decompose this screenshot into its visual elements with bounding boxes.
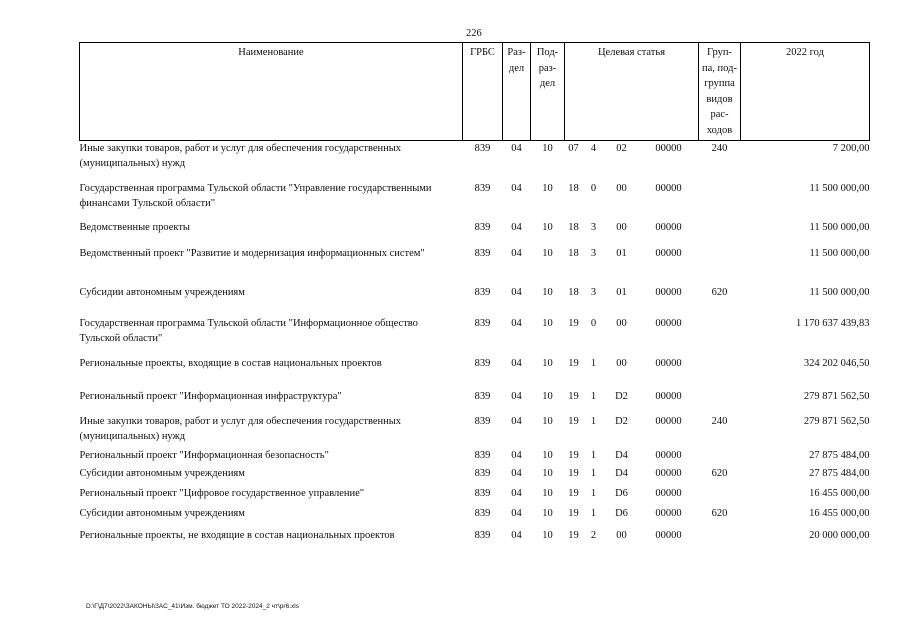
row-target-event: D4 — [615, 467, 628, 479]
row-expense-group: 240 — [711, 415, 728, 427]
row-target-direction: 00000 — [655, 357, 682, 369]
row-target-program: 18 — [568, 247, 579, 259]
row-amount: 7 200,00 — [832, 143, 870, 154]
row-target-direction: 00000 — [655, 286, 682, 298]
row-amount: 16 455 000,00 — [809, 507, 870, 519]
row-target-subprogram: 1 — [590, 487, 597, 499]
row-target-direction: 00000 — [655, 317, 682, 329]
row-amount: 16 455 000,00 — [809, 487, 870, 499]
row-target-event: D6 — [615, 507, 628, 519]
row-target-subprogram: 1 — [590, 507, 597, 519]
row-target-direction: 00000 — [655, 247, 682, 259]
row-target-subprogram: 0 — [590, 182, 597, 194]
column-header-name: Наименование — [80, 43, 463, 141]
row-expense-group: 620 — [711, 507, 728, 519]
row-target-event: 00 — [616, 317, 627, 329]
row-podrazdel: 10 — [542, 415, 553, 427]
row-name: Государственная программа Тульской области "Управление государственными финансами Тульской области" — [79, 182, 432, 209]
table-header-row — [80, 43, 870, 141]
row-name: Региональные проекты, не входящие в состав национальных проектов — [79, 529, 395, 541]
row-target-event: D2 — [615, 390, 628, 402]
row-name: Иные закупки товаров, работ и услуг для обеспечения государственных (муниципальных) нужд — [79, 143, 402, 169]
row-name: Субсидии автономным учреждениям — [79, 467, 245, 479]
row-podrazdel: 10 — [542, 247, 553, 259]
row-target-subprogram: 3 — [590, 286, 597, 298]
row-podrazdel: 10 — [542, 507, 553, 519]
row-podrazdel: 10 — [542, 390, 553, 402]
row-name: Региональные проекты, входящие в состав национальных проектов — [79, 357, 382, 369]
row-name: Региональный проект "Информационная инфраструктура" — [79, 390, 342, 402]
table-row — [80, 466, 870, 486]
column-header-razdel: Раз- дел — [503, 43, 531, 141]
row-target-event: 00 — [616, 221, 627, 233]
row-podrazdel: 10 — [542, 357, 553, 369]
row-grbs: 839 — [474, 487, 491, 499]
row-expense-group — [699, 528, 741, 552]
row-target-direction: 00000 — [655, 390, 682, 402]
row-razdel: 04 — [511, 357, 522, 369]
row-grbs: 839 — [474, 449, 491, 461]
row-target-program: 19 — [568, 467, 579, 479]
row-name: Ведомственный проект "Развитие и модернизация информационных систем" — [79, 247, 425, 259]
row-expense-group — [699, 356, 741, 389]
row-amount: 11 500 000,00 — [809, 286, 870, 298]
row-name: Субсидии автономным учреждениям — [79, 286, 245, 298]
row-name: Иные закупки товаров, работ и услуг для обеспечения государственных (муниципальных) нужд — [79, 415, 402, 442]
row-amount: 324 202 046,50 — [803, 357, 870, 369]
table-row — [80, 285, 870, 316]
table-row — [80, 506, 870, 528]
row-razdel: 04 — [511, 286, 522, 298]
row-target-direction: 00000 — [655, 182, 682, 194]
row-amount: 11 500 000,00 — [809, 221, 870, 233]
row-razdel: 04 — [511, 182, 522, 194]
row-podrazdel: 10 — [542, 467, 553, 479]
row-target-direction: 00000 — [655, 507, 682, 519]
row-amount: 279 871 562,50 — [803, 415, 870, 427]
row-amount: 11 500 000,00 — [809, 247, 870, 259]
row-grbs: 839 — [474, 390, 491, 402]
row-expense-group — [699, 220, 741, 246]
row-amount: 11 500 000,00 — [809, 182, 870, 194]
row-podrazdel: 10 — [542, 286, 553, 298]
row-amount: 20 000 000,00 — [809, 529, 870, 541]
row-grbs: 839 — [474, 143, 491, 154]
row-target-subprogram: 2 — [590, 529, 597, 541]
row-grbs: 839 — [474, 415, 491, 427]
row-target-direction: 00000 — [655, 487, 682, 499]
row-target-direction: 00000 — [655, 143, 682, 154]
table-row — [80, 356, 870, 389]
row-name: Региональный проект "Информационная безопасность" — [79, 449, 329, 461]
row-amount: 27 875 484,00 — [809, 449, 870, 461]
row-grbs: 839 — [474, 182, 491, 194]
table-row — [80, 220, 870, 246]
row-target-direction: 00000 — [655, 529, 682, 541]
row-razdel: 04 — [511, 143, 522, 154]
row-expense-group — [699, 181, 741, 220]
row-target-program: 19 — [568, 449, 579, 461]
row-target-program: 19 — [568, 357, 579, 369]
row-target-subprogram: 1 — [590, 390, 597, 402]
row-razdel: 04 — [511, 247, 522, 259]
row-expense-group: 620 — [711, 467, 728, 479]
row-podrazdel: 10 — [542, 317, 553, 329]
column-header-podrazdel: Под- раз- дел — [531, 43, 565, 141]
row-target-direction: 00000 — [655, 221, 682, 233]
row-expense-group — [699, 316, 741, 356]
row-target-subprogram: 1 — [590, 467, 597, 479]
column-header-year: 2022 год — [741, 43, 870, 141]
row-amount: 27 875 484,00 — [809, 467, 870, 479]
row-grbs: 839 — [474, 286, 491, 298]
row-target-event: 02 — [616, 143, 627, 154]
row-target-direction: 00000 — [655, 449, 682, 461]
row-target-event: 01 — [616, 247, 627, 259]
table-row — [80, 528, 870, 552]
row-target-program: 07 — [568, 143, 579, 154]
table-row — [80, 181, 870, 220]
table-row — [80, 246, 870, 285]
table-row — [80, 141, 870, 181]
row-target-program: 19 — [568, 415, 579, 427]
footer-file-path: D:\Г\Д7\2022\ЗАКОНЫ\ЗАС_41\Изм. бюджет ТО 2022-2024_2 чт\pr6.xls — [86, 603, 299, 610]
row-target-event: 00 — [616, 182, 627, 194]
row-target-subprogram: 1 — [590, 357, 597, 369]
row-razdel: 04 — [511, 449, 522, 461]
table-row — [80, 389, 870, 414]
row-target-program: 19 — [568, 487, 579, 499]
row-razdel: 04 — [511, 390, 522, 402]
row-expense-group — [699, 448, 741, 466]
table-row — [80, 486, 870, 506]
row-target-subprogram: 0 — [590, 317, 597, 329]
table-row — [80, 448, 870, 466]
row-target-program: 19 — [568, 507, 579, 519]
row-grbs: 839 — [474, 529, 491, 541]
row-grbs: 839 — [474, 317, 491, 329]
row-podrazdel: 10 — [542, 182, 553, 194]
row-name: Субсидии автономным учреждениям — [79, 507, 245, 519]
row-expense-group — [699, 389, 741, 414]
row-podrazdel: 10 — [542, 221, 553, 233]
row-target-direction: 00000 — [655, 415, 682, 427]
row-grbs: 839 — [474, 221, 491, 233]
row-target-subprogram: 3 — [590, 221, 597, 233]
row-target-subprogram: 3 — [590, 247, 597, 259]
row-expense-group: 240 — [711, 143, 728, 154]
row-target-program: 19 — [568, 317, 579, 329]
row-target-event: 00 — [616, 529, 627, 541]
row-razdel: 04 — [511, 467, 522, 479]
row-target-program: 18 — [568, 286, 579, 298]
column-header-grbs: ГРБС — [463, 43, 503, 141]
table-row — [80, 414, 870, 448]
row-target-event: 00 — [616, 357, 627, 369]
row-target-subprogram: 4 — [590, 143, 597, 154]
row-podrazdel: 10 — [542, 143, 553, 154]
row-grbs: 839 — [474, 467, 491, 479]
row-target-program: 19 — [568, 529, 579, 541]
row-target-event: D4 — [615, 449, 628, 461]
table-row — [80, 316, 870, 356]
row-grbs: 839 — [474, 357, 491, 369]
budget-table — [79, 42, 870, 552]
row-target-program: 18 — [568, 221, 579, 233]
row-target-direction: 00000 — [655, 467, 682, 479]
row-razdel: 04 — [511, 415, 522, 427]
row-name: Государственная программа Тульской области "Информационное общество Тульской области" — [79, 317, 418, 344]
page-number: 226 — [466, 28, 482, 39]
row-target-subprogram: 1 — [590, 449, 597, 461]
table-body — [80, 141, 870, 552]
row-amount: 279 871 562,50 — [803, 390, 870, 402]
row-razdel: 04 — [511, 487, 522, 499]
row-razdel: 04 — [511, 507, 522, 519]
row-name: Региональный проект "Цифровое государственное управление" — [79, 487, 365, 499]
row-name: Ведомственные проекты — [79, 221, 190, 233]
row-target-program: 18 — [568, 182, 579, 194]
row-expense-group — [699, 246, 741, 285]
row-expense-group: 620 — [711, 286, 728, 298]
row-target-subprogram: 1 — [590, 415, 597, 427]
column-header-group: Груп- па, под- группа видов рас- ходов — [699, 43, 741, 141]
row-target-event: D2 — [615, 415, 628, 427]
row-podrazdel: 10 — [542, 449, 553, 461]
row-amount: 1 170 637 439,83 — [796, 317, 870, 329]
row-target-event: D6 — [615, 487, 628, 499]
row-podrazdel: 10 — [542, 487, 553, 499]
row-target-event: 01 — [616, 286, 627, 298]
row-razdel: 04 — [511, 529, 522, 541]
column-header-target: Целевая статья — [565, 43, 699, 141]
row-expense-group — [699, 486, 741, 506]
row-razdel: 04 — [511, 221, 522, 233]
row-grbs: 839 — [474, 247, 491, 259]
row-grbs: 839 — [474, 507, 491, 519]
row-podrazdel: 10 — [542, 529, 553, 541]
row-razdel: 04 — [511, 317, 522, 329]
row-target-program: 19 — [568, 390, 579, 402]
